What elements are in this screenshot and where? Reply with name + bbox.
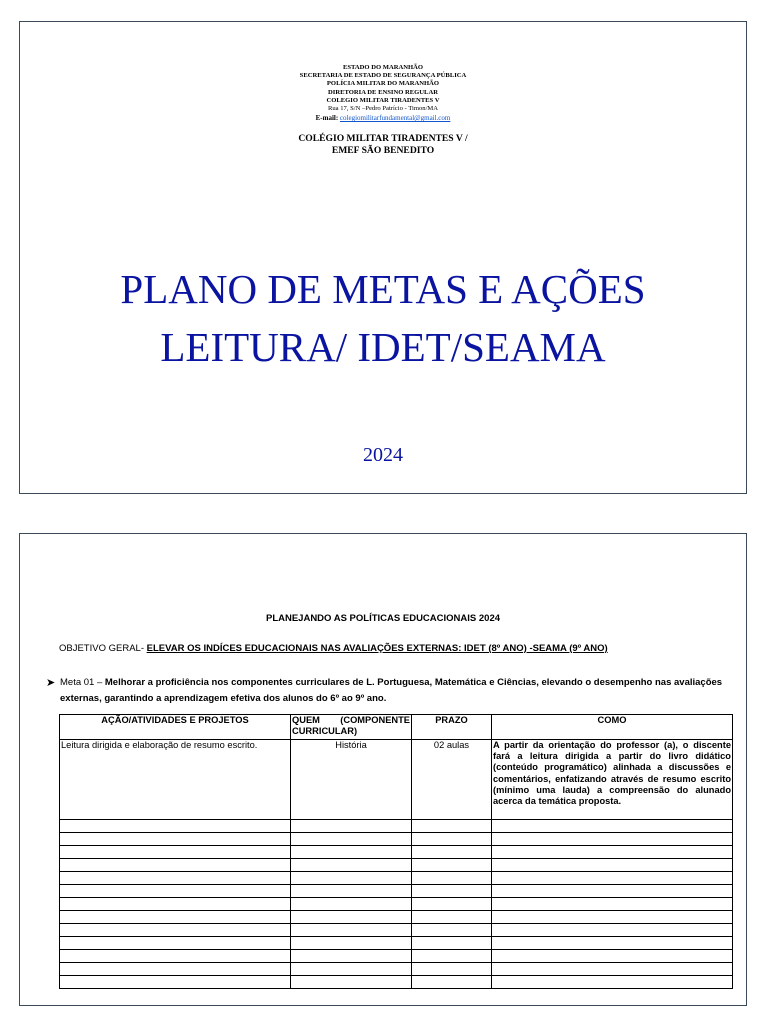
empty-table-row (60, 924, 733, 937)
empty-cell (492, 924, 733, 937)
header-quem (291, 715, 412, 740)
goal-01 (46, 675, 736, 707)
empty-cell (492, 898, 733, 911)
empty-cell (412, 898, 492, 911)
empty-cell (291, 820, 412, 833)
empty-cell (60, 820, 291, 833)
email-row (20, 114, 746, 122)
empty-cell (412, 976, 492, 989)
empty-cell (492, 859, 733, 872)
cover-page (19, 21, 747, 494)
empty-cell (412, 872, 492, 885)
cell-como: A partir da orientação do professor (a), o discente fará a leitura dirigida a partir do livro didático (conteúdo programático) alinhada a discussões e comentários, enfatizando através de resumo escrito (mínimo uma lauda) a compreensão do alunado acerca da temática proposta. (492, 740, 733, 820)
table-header-row (60, 715, 733, 740)
empty-cell (492, 885, 733, 898)
empty-cell (412, 924, 492, 937)
empty-table-row (60, 976, 733, 989)
document-title-line1: PLANO DE METAS E AÇÕES (120, 266, 646, 312)
empty-cell (492, 820, 733, 833)
empty-table-row (60, 859, 733, 872)
empty-cell (412, 950, 492, 963)
header-como: COMO (492, 715, 733, 740)
cell-prazo: 02 aulas (412, 740, 492, 820)
empty-cell (291, 885, 412, 898)
header-line-directorate: DIRETORIA DE ENSINO REGULAR (328, 88, 438, 96)
empty-cell (492, 963, 733, 976)
empty-cell (492, 950, 733, 963)
header-acao: AÇÃO/ATIVIDADES E PROJETOS (60, 715, 291, 740)
goal-01-text: Melhorar a proficiência nos componentes curriculares de L. Portuguesa, Matemática e Ciências, elevando o desempenho nas avaliações externas, garantindo a aprendizagem efetiva dos alunos do 6º ao 9º ano. (60, 677, 723, 704)
empty-cell (291, 937, 412, 950)
empty-cell (291, 859, 412, 872)
empty-cell (60, 872, 291, 885)
empty-cell (60, 833, 291, 846)
empty-cell (60, 963, 291, 976)
empty-cell (412, 885, 492, 898)
empty-cell (291, 833, 412, 846)
empty-table-row (60, 937, 733, 950)
empty-cell (291, 950, 412, 963)
arrow-bullet-icon: ➤ (46, 677, 56, 689)
header-prazo: PRAZO (412, 715, 492, 740)
empty-cell (492, 833, 733, 846)
empty-cell (60, 898, 291, 911)
cell-acao: Leitura dirigida e elaboração de resumo escrito. (60, 740, 291, 820)
header-line-state: ESTADO DO MARANHÃO (342, 64, 424, 71)
document-year: 2024 (363, 444, 403, 466)
header-line-secretariat: SECRETARIA DE ESTADO DE SEGURANÇA PÚBLICA (299, 72, 467, 80)
school-name-line1: COLÉGIO MILITAR TIRADENTES V / (298, 133, 468, 144)
empty-cell (291, 846, 412, 859)
header-line-college: COLEGIO MILITAR TIRADENTES V (326, 96, 440, 104)
empty-cell (291, 976, 412, 989)
empty-cell (60, 911, 291, 924)
cell-quem: História (291, 740, 412, 820)
document-title (20, 260, 746, 376)
empty-cell (412, 937, 492, 950)
empty-cell (492, 937, 733, 950)
empty-table-row (60, 833, 733, 846)
empty-cell (60, 859, 291, 872)
general-objective (59, 643, 608, 654)
table-row (60, 740, 733, 820)
school-name-line2: EMEF SÃO BENEDITO (331, 145, 435, 156)
empty-cell (412, 963, 492, 976)
empty-cell (60, 846, 291, 859)
empty-table-row (60, 872, 733, 885)
empty-cell (492, 976, 733, 989)
email-link[interactable]: colegiomilitarfundamental@gmail.com (339, 114, 451, 123)
empty-table-row (60, 885, 733, 898)
plan-heading: PLANEJANDO AS POLÍTICAS EDUCACIONAIS 2024 (265, 613, 501, 624)
plan-page (19, 533, 747, 1006)
empty-cell (60, 885, 291, 898)
empty-cell (412, 859, 492, 872)
empty-cell (412, 846, 492, 859)
empty-cell (291, 924, 412, 937)
action-plan-table (59, 714, 733, 989)
email-label: E-mail: (315, 114, 339, 123)
empty-cell (60, 950, 291, 963)
document-title-line2: LEITURA/ IDET/SEAMA (160, 324, 606, 370)
objective-label: OBJETIVO GERAL- (59, 643, 144, 654)
empty-cell (291, 963, 412, 976)
header-quem-line2: CURRICULAR) (292, 726, 358, 737)
empty-table-row (60, 911, 733, 924)
empty-cell (492, 872, 733, 885)
empty-table-row (60, 820, 733, 833)
goal-01-body (60, 675, 736, 707)
empty-cell (60, 937, 291, 950)
goal-01-label: Meta 01 – (60, 677, 103, 688)
empty-cell (60, 976, 291, 989)
header-quem-line1: QUEM (COMPONENTE (292, 715, 410, 725)
objective-text: ELEVAR OS INDÍCES EDUCACIONAIS NAS AVALIAÇÕES EXTERNAS: IDET (8º ANO) -SEAMA (9º ANO) (146, 643, 608, 654)
empty-cell (412, 911, 492, 924)
institution-header (20, 64, 746, 122)
empty-table-row (60, 846, 733, 859)
empty-table-row (60, 950, 733, 963)
empty-cell (291, 898, 412, 911)
empty-cell (492, 846, 733, 859)
empty-table-row (60, 898, 733, 911)
empty-cell (291, 911, 412, 924)
empty-table-row (60, 963, 733, 976)
empty-cell (291, 872, 412, 885)
address: Rua 17, S/N –Pedro Patrício - Timon/MA (327, 105, 439, 113)
empty-cell (60, 924, 291, 937)
empty-cell (412, 833, 492, 846)
header-line-police: POLÍCIA MILITAR DO MARANHÃO (326, 80, 440, 88)
school-name (20, 133, 746, 157)
empty-cell (492, 911, 733, 924)
empty-cell (412, 820, 492, 833)
